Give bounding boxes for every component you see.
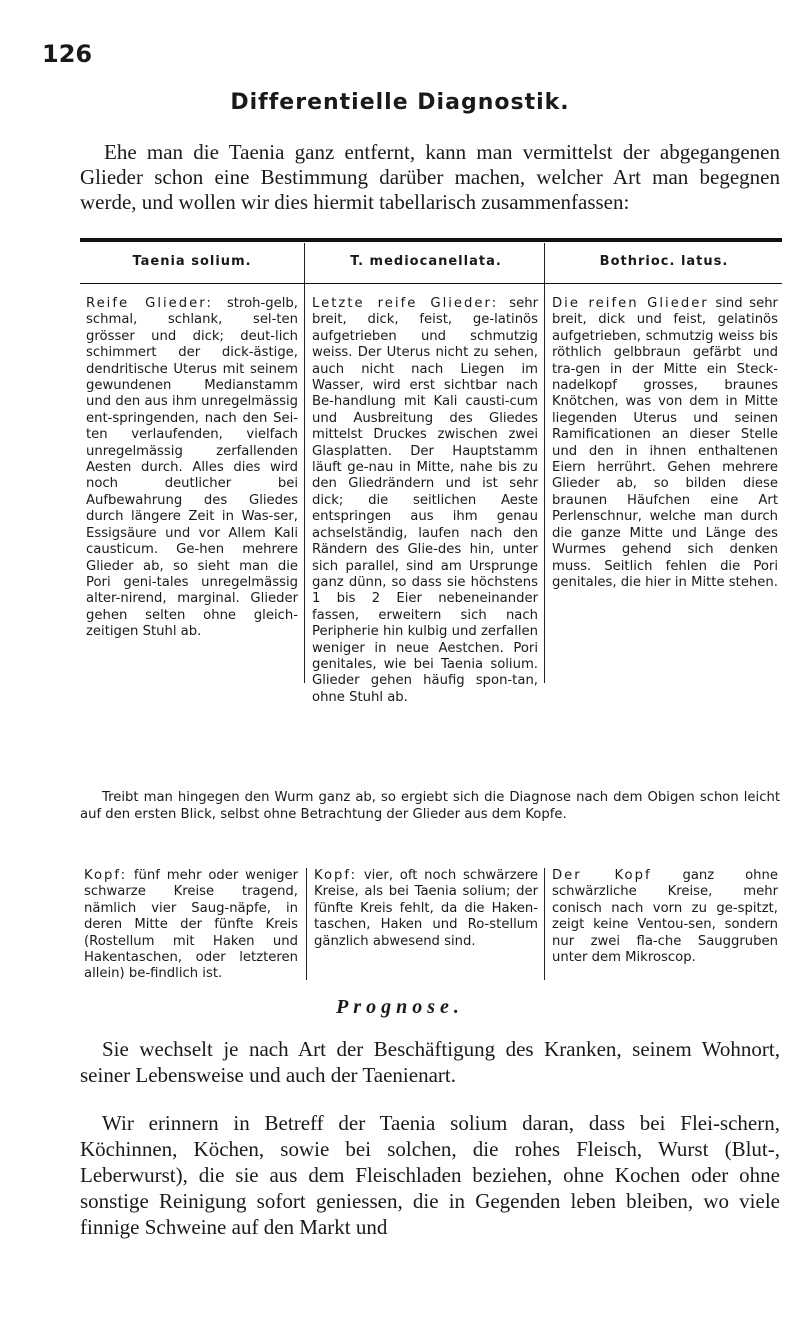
kopf-lead: Kopf: [84, 868, 128, 883]
intro-paragraph: Ehe man die Taenia ganz entfernt, kann man vermittelst der abgegangenen Glieder schon eine Bestimmung darüber machen, welcher Art man begegnen werde, und wollen wir dies hiermit tabellarisch zusammenfassen: [80, 140, 780, 214]
kopf-text: ganz ohne schwärzliche Kreise, mehr conisch nach vorn zu ge-spitzt, zeigt keine Ventou-sen, sondern nur zwei fla-che Sauggruben unter dem Mikroscop. [552, 868, 778, 966]
table-header-taenia-solium: Taenia solium. [132, 254, 252, 269]
prognose-paragraph-2: Wir erinnern in Betreff der Taenia solium daran, dass bei Flei-schern, Köchinnen, Köchen, sowie bei solchen, die rohes Fleisch, Wurst (Blut-, Leberwurst), die sie aus dem Fleischladen beziehen, ohne Kochen oder ohne sonstige Reinigung sofort geniessen, die in Gegenden leben bleiben, wo viele finnige Schweine auf den Markt und [80, 1111, 780, 1239]
page-number: 126 [42, 40, 93, 68]
table-header-t-mediocanellata: T. mediocanellata. [350, 254, 502, 269]
glieder-text: sind sehr breit, dick und feist, gelatinös aufgetrieben, schmutzig weiss bis röthlich gelbbraun gefärbt und tra-gen in der Mitte ein Steck-nadelkopf grosses, braunes Knötchen, was von dem in Mitte liegenden Uterus und seinen Ramificationen an dieser Stelle und den in ihnen enthaltenen Eiern herrührt. Gehen mehrere Glieder ab, so bilden diese braunen Häufchen eine Art Perlenschnur, welche man durch die ganze Mitte und Länge des Wurmes gehend sich denken muss. Seitlich fehlen die Pori genitales, die hier in Mitte stehen. [552, 296, 778, 590]
kopf-text: vier, oft noch schwärzere Kreise, als bei Taenia solium; der fünfte Kreis fehlt, da die Haken-taschen, Haken und Ro-stellum gänzlich abwesend sind. [314, 868, 538, 949]
glieder-text: sehr breit, dick, feist, ge-latinös aufgetrieben und schmutzig weiss. Der Uterus nicht zu sehen, auch nicht nach Liegen im Wasser, wird erst sichtbar nach Be-handlung mit Kali causti-cum und Ausbreitung des Gliedes mittelst Druckes zwischen zwei Glasplatten. Der Hauptstamm läuft ge-nau in Mitte, nahe bis zu den Gliedrändern und ist sehr dick; die seitlichen Aeste entspringen aus ihm genau achselständig, laufen nach den Rändern des Glie-des hin, unter sich parallel, sind am Ursprunge ganz dünn, so dass sie höchstens 1 bis 2 Eier nebeneinander fassen, erweitern sich nach Peripherie hin kulbig und zerfallen weniger in neue Aestchen. Pori genitales, wie bei Taenia solium. Glieder gehen häufig spon-tan, ohne Stuhl ab. [312, 296, 538, 705]
glieder-taenia-solium [86, 296, 298, 641]
glieder-text: stroh-gelb, schmal, schlank, sel-ten grösser und dick; deut-lich schimmert der dick-ästige, dendritische Uterus mit seinem gewundenen Medianstamm und den aus ihm unregelmässig ent-springenden, nach den Sei-ten verlaufenden, vielfach unregelmässig zerfallenden Aesten durch. Alles dies wird noch deutlicher bei Aufbewahrung des Gliedes durch längere Zeit in Was-ser, Essigsäure und vor Allem Kali causticum. Ge-hen mehrere Glieder ab, so sieht man die Pori geni-tales unregelmässig alter-nirend, marginal. Glieder gehen selten ohne gleich-zeitigen Stuhl ab. [86, 296, 298, 640]
kopf-bothriocephalus [552, 868, 778, 966]
glieder-mediocanellata [312, 296, 538, 706]
column-divider-2 [544, 243, 545, 683]
prognose-paragraph-1: Sie wechselt je nach Art der Beschäftigung des Kranken, seinem Wohnort, seiner Lebensweise und auch der Taenienart. [80, 1037, 780, 1087]
column-divider-1 [304, 243, 305, 683]
kopf-mediocanellata [314, 868, 538, 950]
glieder-lead: Die reifen Glieder [552, 296, 709, 311]
kopf-text: fünf mehr oder weniger schwarze Kreise tragend, nämlich vier Saug-näpfe, in deren Mitte der fünfte Kreis (Rostellum mit Haken und Hakentaschen, oder letzteren allein) be-findlich ist. [84, 868, 298, 982]
kopf-taenia-solium [84, 868, 298, 983]
table-top-rule [80, 238, 782, 242]
kopf-lead: Kopf: [314, 868, 358, 883]
table-header-rule [80, 283, 782, 284]
middle-paragraph: Treibt man hingegen den Wurm ganz ab, so ergiebt sich die Diagnose nach dem Obigen schon leicht auf den ersten Blick, selbst ohne Betrachtung der Glieder aus dem Kopfe. [80, 790, 780, 822]
kopf-divider-2 [544, 868, 545, 980]
section-heading: Differentielle Diagnostik. [230, 90, 570, 115]
glieder-lead: Reife Glieder: [86, 296, 213, 311]
prognose-heading: Prognose. [336, 996, 464, 1018]
glieder-lead: Letzte reife Glieder: [312, 296, 499, 311]
glieder-bothriocephalus [552, 296, 778, 591]
table-header-bothriocephalus-latus: Bothrioc. latus. [599, 254, 729, 269]
kopf-divider-1 [306, 868, 307, 980]
kopf-lead: Der Kopf [552, 868, 652, 883]
